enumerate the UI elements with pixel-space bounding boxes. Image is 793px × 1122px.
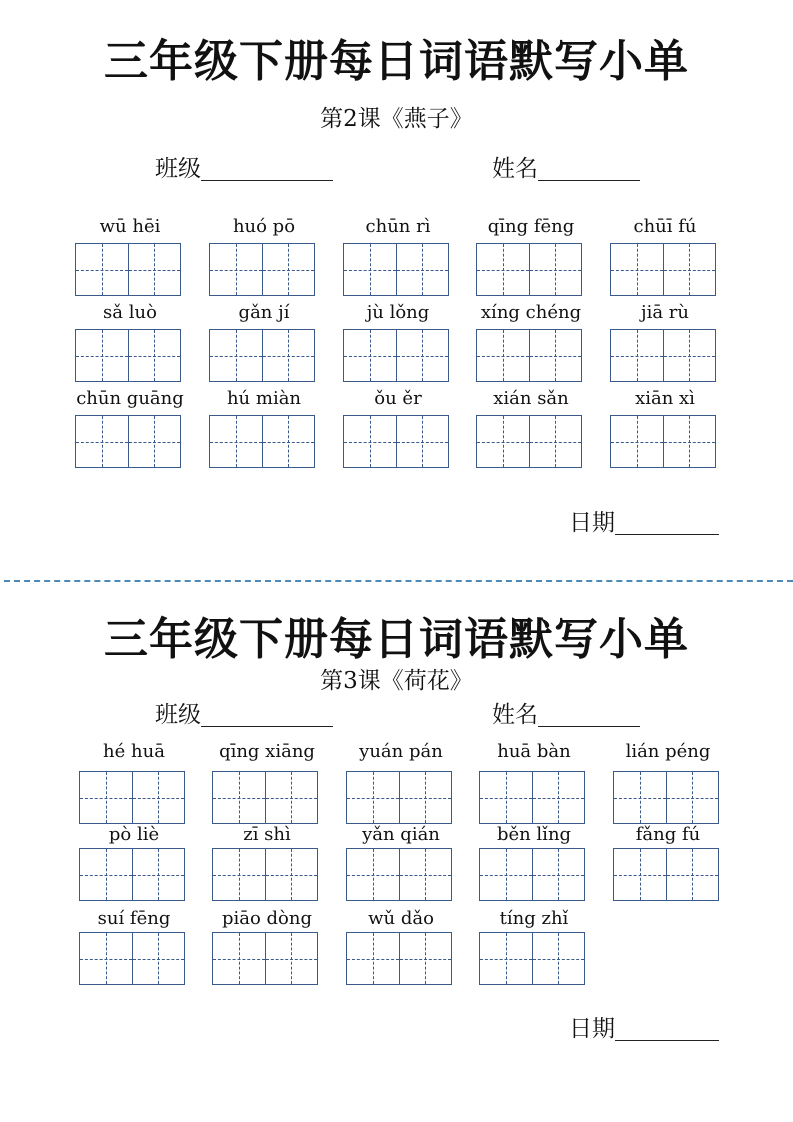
pinyin-label: gǎn jí [238,302,290,323]
pinyin-label: qīng xiāng [219,741,315,762]
writing-grid[interactable] [75,243,181,296]
writing-grid[interactable] [476,329,582,382]
class-blank-line[interactable] [201,706,333,727]
pinyin-label: wū hēi [99,216,161,237]
writing-grid[interactable] [209,243,315,296]
pinyin-label: huó pō [232,216,296,237]
date-label: 日期 [569,1016,615,1042]
writing-grid[interactable] [613,848,719,901]
writing-grid[interactable] [476,243,582,296]
date-blank-line[interactable] [615,514,719,535]
worksheet-section-2 [0,586,793,1122]
lesson-title: 第3课《荷花》 [320,668,473,694]
name-blank-line[interactable] [538,706,640,727]
name-label: 姓名 [492,702,538,728]
pinyin-label: hú miàn [226,388,302,409]
worksheet-title: 三年级下册每日词语默写小单 [104,614,689,665]
pinyin-label: chūn guāng [76,388,184,409]
pinyin-label: wǔ dǎo [368,908,434,929]
pinyin-label: suí fēng [97,908,171,929]
writing-grid[interactable] [346,771,452,824]
date-field[interactable] [569,1018,719,1041]
writing-grid[interactable] [476,415,582,468]
writing-grid[interactable] [610,243,716,296]
writing-grid[interactable] [75,415,181,468]
pinyin-label: běn lǐng [496,824,572,845]
writing-grid[interactable] [346,932,452,985]
pinyin-label: sǎ luò [103,302,157,323]
writing-grid[interactable] [79,771,185,824]
name-label: 姓名 [492,156,538,182]
writing-grid[interactable] [479,848,585,901]
writing-grid[interactable] [75,329,181,382]
writing-grid[interactable] [346,848,452,901]
pinyin-label: tíng zhǐ [499,908,569,929]
pinyin-label: yuán pán [359,741,443,762]
writing-grid[interactable] [79,932,185,985]
pinyin-label: qīng fēng [487,216,575,237]
writing-grid[interactable] [209,415,315,468]
writing-grid[interactable] [610,415,716,468]
worksheet-title: 三年级下册每日词语默写小单 [104,36,689,87]
pinyin-label: yǎn qián [362,824,440,845]
writing-grid[interactable] [209,329,315,382]
class-field[interactable] [155,704,333,727]
name-blank-line[interactable] [538,160,640,181]
class-label: 班级 [155,156,201,182]
pinyin-label: chūn rì [365,216,431,237]
writing-grid[interactable] [212,771,318,824]
date-field[interactable] [569,512,719,535]
pinyin-label: zī shì [243,824,291,845]
writing-grid[interactable] [343,329,449,382]
writing-grid[interactable] [479,771,585,824]
pinyin-label: lián péng [625,741,711,762]
writing-grid[interactable] [613,771,719,824]
lesson-title: 第2课《燕子》 [320,106,473,132]
writing-grid[interactable] [479,932,585,985]
pinyin-label: ǒu ěr [374,388,422,409]
name-field[interactable] [492,158,640,181]
pinyin-label: jiā rù [641,302,689,323]
writing-grid[interactable] [343,243,449,296]
class-field[interactable] [155,158,333,181]
pinyin-label: xíng chéng [480,302,582,323]
name-field[interactable] [492,704,640,727]
writing-grid[interactable] [79,848,185,901]
pinyin-label: hé huā [103,741,165,762]
class-blank-line[interactable] [201,160,333,181]
writing-grid[interactable] [212,848,318,901]
pinyin-label: huā bàn [497,741,571,762]
pinyin-label: xiān xì [635,388,695,409]
writing-grid[interactable] [212,932,318,985]
pinyin-label: fǎng fú [635,824,701,845]
pinyin-label: chūī fú [633,216,697,237]
cut-line-divider [4,580,793,582]
writing-grid[interactable] [610,329,716,382]
pinyin-label: xián sǎn [493,388,569,409]
class-label: 班级 [155,702,201,728]
pinyin-label: pò liè [108,824,160,845]
date-label: 日期 [569,510,615,536]
date-blank-line[interactable] [615,1020,719,1041]
pinyin-label: jù lǒng [366,302,430,323]
writing-grid[interactable] [343,415,449,468]
pinyin-label: piāo dòng [221,908,313,929]
